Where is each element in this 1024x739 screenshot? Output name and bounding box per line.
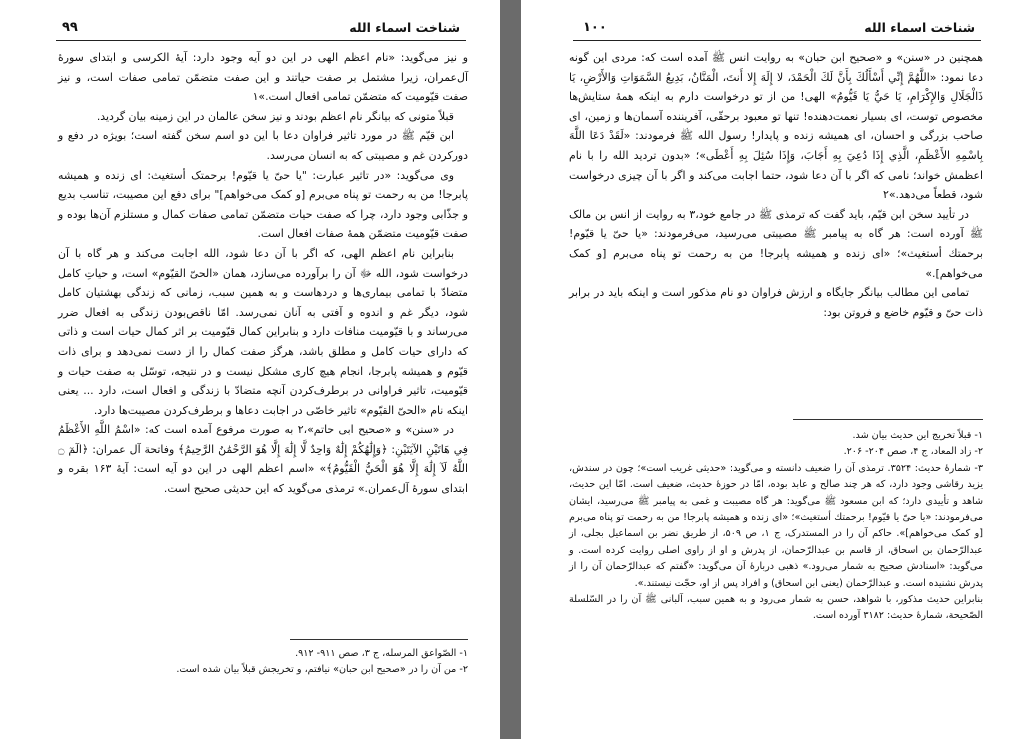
left-book-page bbox=[0, 0, 500, 739]
footnote: ۱- قبلاً تخریج این حدیث بیان شد. bbox=[852, 430, 983, 441]
footnote-separator bbox=[290, 639, 468, 640]
paragraph: تمامی این مطالب بیانگر جایگاه و ارزش فراوان دو نام مذکور است و اینکه باید در برابر ذات حیّ و قیّوم خاضع و فروتن بود: bbox=[569, 286, 983, 319]
paragraph: و نیز می‌گوید: «نام اعظم الهی در این دو آیه وجود دارد: آیهٔ الکرسی و ابتدای سورهٔ آل‌عمران، زیرا مشتمل بر صفت حیاتند و این صفت متضمّن تمامی صفات است، و نیز صفت قیّومیت که متضمّن تمامی افعال است.»۱ bbox=[58, 51, 468, 104]
footnote: ۱- الصّواعق المرسله، ج ۳، صص ۹۱۱- ۹۱۲. bbox=[295, 648, 468, 659]
right-running-title: شناخت اسماء الله bbox=[864, 20, 975, 35]
paragraph: وی می‌گوید: «در تاثیر عبارت: "یا حیّ یا قیّوم! برحمتک أستغیث: ای زنده و همیشه پابرجا! من به رحمت تو پناه می‌برم [و کمک می‌خواهم]" برای دفع این مصیبت، تناسب بدیع و جذّابی وجود دارد، چرا که صفت حیات متضمّن تمامی صفات کمال و مستلزم آن‌ها بوده و صفت قیّومیت متضمّن همهٔ صفات افعال است. bbox=[58, 168, 468, 241]
paragraph: همچنین در «سنن» و «صحیح ابن حبان» به روایت انس ﷺ آمده است که: مردی این گونه دعا نمود: «اللَّهُمَّ إِنِّي أَسْأَلُكَ بِأَنَّ لَكَ الْحَمْدَ، لا إِلَهَ إِلا أَنتَ، الْمَنَّانُ، بَدِيعُ السَّمَوَاتِ وَالأَرْضِ، يَا ذَالْجَلَالِ وَالإِكْرَامِ، يَا حَيُّ يَا قَيُّومُ» الهی! من از تو درخواست دارم به اینکه همهٔ ستایش‌ها مخصوص توست، ای بسیار نعمت‌دهنده! تنها تو معبود برحقّی، آفریننده آسمان‌ها و زمین، ای صاحب بزرگی و احسان، ای همیشه زنده و پایدار! رسول الله ﷺ فرمودند: «لَقَدْ دَعَا اللَّهَ بِاسْمِهِ الأَعْظَمِ، الَّذِي إِذَا دُعِيَ بِهِ أَجَابَ، وَإِذَا سُئِلَ بِهِ أَعْطَى»؛ «بدون تردید الله را با نام اعظمش خواند؛ نامی که اگر با آن دعا شود، حتما اجابت می‌کند و اگر با آن چیزی درخواست شود، قطعاً می‌دهد.»۲ bbox=[569, 51, 983, 202]
right-page-body bbox=[569, 48, 983, 322]
left-footnotes bbox=[120, 646, 468, 679]
paragraph: در تأیید سخن ابن قیّم، باید گفت که ترمذی ﷺ در جامع خود،۳ به روایت از انس بن مالک ﷺ آورده است: هر گاه به پیامبر ﷺ مصیبتی می‌رسید، می‌فرمودند: «یا حیّ یا قیّوم! برحمتك أستغیث»؛ «ای زنده و همیشه پابرجا! من به رحمت تو پناه می‌برم [و کمک می‌خواهم].» bbox=[569, 207, 983, 280]
right-book-page bbox=[521, 0, 1024, 739]
right-footnotes bbox=[569, 428, 983, 625]
footnote: ۲- زاد المعاد، ج ۴، صص ۲۰۴- ۲۰۶. bbox=[843, 446, 983, 458]
footnote-separator bbox=[793, 419, 983, 420]
left-running-title: شناخت اسماء الله bbox=[349, 20, 460, 35]
footnote: بنابراین حدیث مذکور، با شواهد، حسن به شمار می‌رود و به همین سبب، آلبانی ﷺ آن را در السّلسلة الصّحیحة، شمارهٔ حدیث: ۳۱۸۲ آورده است. bbox=[569, 594, 983, 622]
right-page-header bbox=[573, 18, 981, 41]
footnote: ۳- شمارهٔ حدیث: ۳۵۲۴. ترمذی آن را ضعیف دانسته و می‌گوید: «حدیثی غریب است»؛ چون در سندش، یزید رقاشی وجود دارد، که هر چند صالح و عابد بوده، امّا در حوزهٔ حدیث، ضعیف است. امّا این حدیث، شاهد و تأییدی دارد؛ که ابن مسعود ﷺ می‌گوید: هر گاه مصیبت و غمی به پیامبر ﷺ می‌رسید، ایشان می‌فرمودند: «یا حیّ یا قیّوم! برحمتك أستغیث»؛ «ای زنده و همیشه پابرجا! من به رحمت تو پناه می‌برم [و کمک می‌خواهم]». حاکم آن را در المستدرک، ج ۱، ص ۵۰۹، از طریق نضر بن اسماعیل بجلی، از عبدالرّحمان بن اسحاق، از قاسم بن عبدالرّحمان، از پدرش و او از راوی اصلی روایت کرده است. و می‌گوید: «اسنادش صحیح به شمار می‌رود.» ذهبی دربارهٔ آن می‌گوید: «گفتم که عبدالرّحمان آن را از پدرش نشنیده است. و عبدالرّحمان (یعنی ابن اسحاق) و افراد پس از او، حجّت نیستند.». bbox=[569, 462, 983, 589]
left-page-body bbox=[58, 48, 468, 499]
left-page-header bbox=[56, 18, 466, 41]
paragraph: بنابراین نام اعظم الهی، که اگر با آن دعا شود، الله اجابت می‌کند و هر گاه با آن درخواست شود، الله ﷻ آن را برآورده می‌سازد، همان «الحیّ القیّوم» است، و حیاتِ کامل متضادّ با تمامی بیماری‌ها و دردهاست و به همین سبب، زمانی که زندگی بهشتیان کامل شود، دیگر غم و اندوه و آفتی به آنان نمی‌رسد. امّا ناقص‌بودن زندگی به افعال ضرر می‌رساند و با قیّومیت منافات دارد و بنابراین کمال قیّومیت بر اثر کمال حیات است و ذاتی که دارای حیات کامل و مطلق باشد، هرگز صفت کمال را از دست نمی‌دهد و برای ذات قیّوم و همیشه پابرجا، انجام هیچ کاری مشکل نیست و در نتیجه، توسّل به صفت حیات و قیّومیت، تاثیر فراوانی در برطرف‌کردن آنچه متضادّ با زندگی و افعال است، دارد ... یعنی اینکه نام «الحیّ القیّوم» تاثیر خاصّی در اجابت دعاها و برطرف‌کردن مصیبت‌ها دارد. bbox=[58, 246, 468, 417]
paragraph: قبلاً متونی که بیانگر نام اعظم بودند و نیز سخن عالمان در این زمینه بیان گردید. bbox=[96, 109, 454, 123]
paragraph: ابن قیّم ﷺ در مورد تاثیر فراوان دعا با این دو اسم سخن گفته است؛ بویژه در دفع و دورکردن غم و مصیبتی که به انسان می‌رسد. bbox=[58, 129, 468, 162]
left-page-number: ۹۹ bbox=[62, 20, 78, 35]
paragraph: در «سنن» و «صحیح ابی حاتم»،۲ به صورت مرفوع آمده است که: «اسْمُ اللَّهِ الأَعْظَمُ فِي هَاتَيْنِ الآيَتَيْنِ: ﴿وَإِلَٰهُكُمْ إِلَٰهٌ وَاحِدٌ لَّا إِلَٰهَ إِلَّا هُوَ الرَّحْمَٰنُ الرَّحِيمُ﴾ وفاتحة آل عمران: ﴿الٓمٓ ۝ اللَّهُ لَآ إِلَٰهَ إِلَّا هُوَ الْحَيُّ الْقَيُّومُ﴾» «اسم اعظم الهی در این دو آیه است: آیهٔ ۱۶۳ بقره و ابتدای سورهٔ آل‌عمران.» ترمذی می‌گوید که این حدیثی صحیح است. bbox=[58, 423, 468, 496]
right-page-number: ۱۰۰ bbox=[583, 20, 607, 35]
footnote: ۲- من آن را در «صحیح ابن حبان» نیافتم، و تخریجش قبلاً بیان شده است. bbox=[176, 664, 468, 676]
